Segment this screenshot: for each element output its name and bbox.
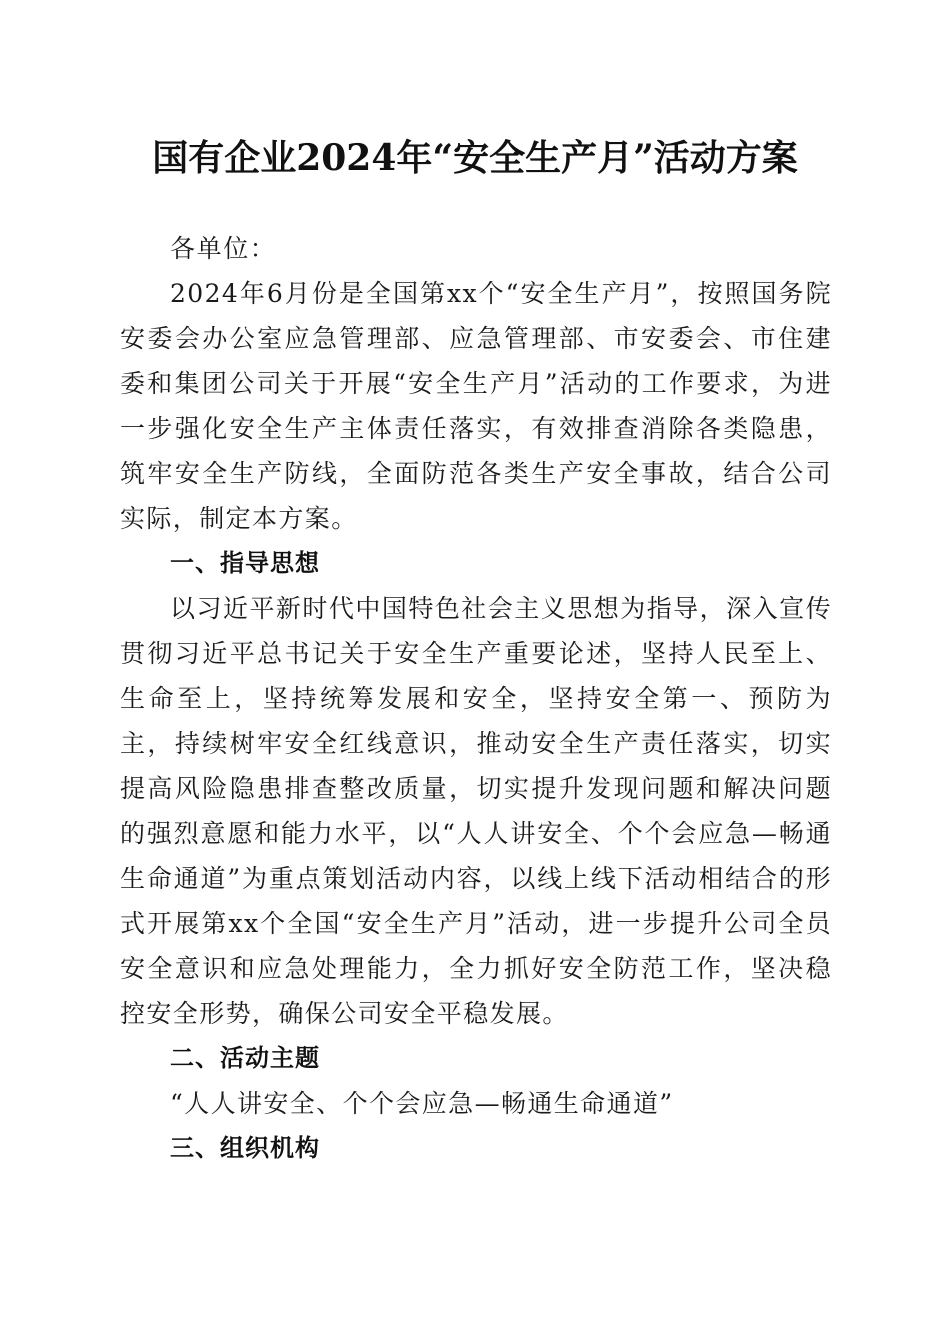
section-body-guiding-ideology: 以习近平新时代中国特色社会主义思想为指导，深入宣传贯彻习近平总书记关于安全生产重要论述，坚持人民至上、生命至上，坚持统筹发展和安全，坚持安全第一、预防为主，持续树牢安全红线意识，推动安全生产责任落实，切实提高风险隐患排查整改质量，切实提升发现问题和解决问题的强烈意愿和能力水平，以“人人讲安全、个个会应急—畅通生命通道”为重点策划活动内容，以线上线下活动相结合的形式开展第xx个全国“安全生产月”活动，进一步提升公司全员安全意识和应急处理能力，全力抓好安全防范工作，坚决稳控安全形势，确保公司安全平稳发展。 xyxy=(120,594,832,1028)
section-body-activity-theme: “人人讲安全、个个会应急—畅通生命通道” xyxy=(170,1089,674,1118)
salutation: 各单位： xyxy=(170,234,277,263)
section-heading-guiding-ideology: 一、指导思想 xyxy=(170,549,320,577)
document-title: 国有企业2024年“安全生产月”活动方案 xyxy=(152,137,798,179)
section-heading-activity-theme: 二、活动主题 xyxy=(170,1044,320,1072)
intro-paragraph: 2024年6月份是全国第xx个“安全生产月”，按照国务院安委会办公室应急管理部、应急管理部、市安委会、市住建委和集团公司关于开展“安全生产月”活动的工作要求，为进一步强化安全生产主体责任落实，有效排查消除各类隐患，筑牢安全生产防线，全面防范各类生产安全事故，结合公司实际，制定本方案。 xyxy=(120,279,832,533)
document-body xyxy=(120,226,832,1171)
section-heading-organization: 三、组织机构 xyxy=(170,1134,320,1162)
